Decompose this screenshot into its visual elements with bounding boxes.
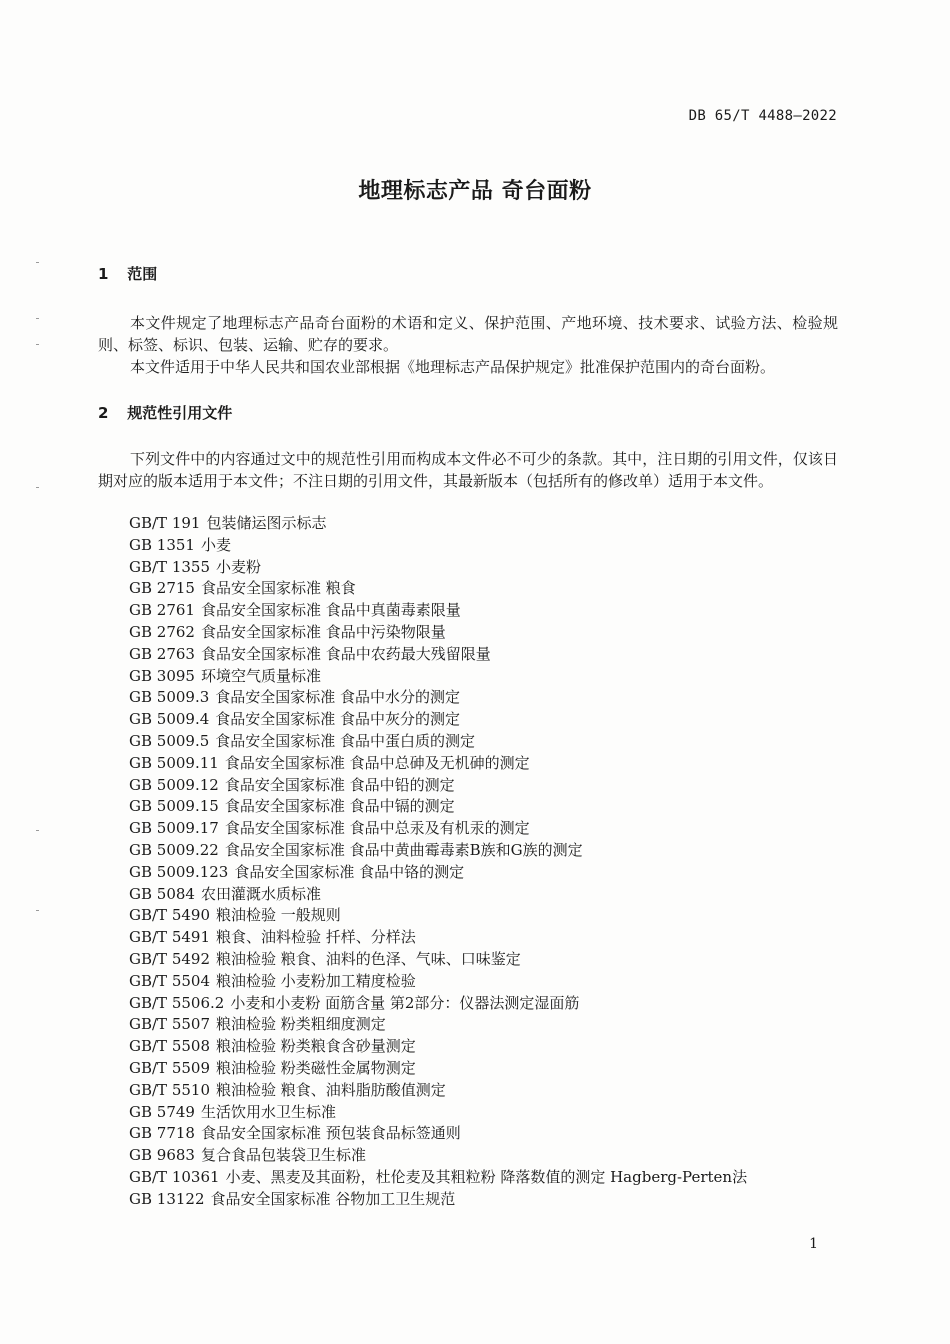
document-title: 地理标志产品 奇台面粉 [358,179,592,204]
reference-code: GB 5009.5 [129,731,210,750]
reference-name: 粮油检验 粉类粮食含砂量测定 [216,1037,416,1056]
reference-item [129,775,747,797]
reference-name: 食品安全国家标准 食品中水分的测定 [215,688,461,707]
reference-code: GB/T 5492 [129,949,211,968]
reference-code: GB 2763 [129,644,195,663]
section-number: 1 [98,265,109,283]
reference-item [129,1014,747,1036]
reference-name: 食品安全国家标准 食品中污染物限量 [200,622,446,641]
reference-item [129,535,747,557]
reference-item [129,840,747,862]
reference-name: 食品安全国家标准 预包装食品标签通则 [200,1124,461,1143]
reference-name: 食品安全国家标准 谷物加工卫生规范 [210,1189,456,1208]
scan-artifact [36,487,39,488]
reference-name: 食品安全国家标准 食品中农药最大残留限量 [200,644,491,663]
reference-code: GB 13122 [129,1189,205,1208]
reference-item [129,818,747,840]
reference-item [129,731,747,753]
reference-name: 食品安全国家标准 粮食 [200,579,356,598]
page-number: 1 [809,1236,818,1252]
section-number: 2 [98,404,109,422]
reference-name: 小麦、黑麦及其面粉，杜伦麦及其粗粒粉 降落数值的测定 Hagberg-Perten法 [225,1167,748,1186]
reference-name: 食品安全国家标准 食品中灰分的测定 [215,710,461,729]
reference-item [129,1189,747,1211]
reference-name: 生活饮用水卫生标准 [200,1102,336,1121]
reference-item [129,687,747,709]
reference-code: GB 1351 [129,535,195,554]
reference-code: GB/T 5491 [129,928,211,947]
reference-item [129,971,747,993]
reference-code: GB/T 5509 [129,1058,211,1077]
reference-name: 食品安全国家标准 食品中蛋白质的测定 [215,731,476,750]
reference-item [129,1102,747,1124]
section-title: 范围 [127,265,158,283]
reference-item [129,578,747,600]
reference-code: GB 9683 [129,1146,195,1165]
scan-artifact [36,344,39,345]
reference-name: 环境空气质量标准 [200,666,321,685]
reference-code: GB 2715 [129,579,195,598]
scan-artifact [36,262,39,263]
reference-name: 小麦 [200,535,231,554]
reference-name: 小麦粉 [216,557,262,576]
reference-name: 粮油检验 一般规则 [216,906,341,925]
reference-code: GB 5009.11 [129,753,219,772]
reference-name: 粮油检验 粉类粗细度测定 [216,1015,386,1034]
reference-item [129,1145,747,1167]
reference-code: GB/T 5490 [129,906,211,925]
reference-code: GB 5749 [129,1102,195,1121]
reference-name: 农田灌溉水质标准 [200,884,321,903]
reference-code: GB 2761 [129,601,195,620]
reference-name: 食品安全国家标准 食品中真菌毒素限量 [200,601,461,620]
reference-code: GB 5084 [129,884,195,903]
reference-name: 复合食品包装袋卫生标准 [200,1146,366,1165]
reference-code: GB 5009.17 [129,819,219,838]
reference-item [129,862,747,884]
reference-name: 粮油检验 粮食、油料的色泽、气味、口味鉴定 [216,949,521,968]
reference-name: 食品安全国家标准 食品中镉的测定 [224,797,455,816]
reference-item [129,1036,747,1058]
reference-item [129,600,747,622]
scan-artifact [36,318,39,319]
reference-name: 粮食、油料检验 扦样、分样法 [216,928,416,947]
reference-code: GB 5009.4 [129,710,210,729]
reference-item [129,884,747,906]
reference-name: 食品安全国家标准 食品中铬的测定 [234,862,465,881]
reference-item [129,1167,747,1189]
reference-item [129,993,747,1015]
references-intro-paragraph: 下列文件中的内容通过文中的规范性引用而构成本文件必不可少的条款。其中，注日期的引用文件，仅该日期对应的版本适用于本文件；不注日期的引用文件，其最新版本（包括所有的修改单）适用于本文件。 [98,450,838,490]
reference-item [129,927,747,949]
reference-item [129,753,747,775]
reference-name: 食品安全国家标准 食品中总汞及有机汞的测定 [224,819,530,838]
reference-code: GB 2762 [129,622,195,641]
reference-list [129,513,747,1211]
reference-item [129,513,747,535]
reference-name: 食品安全国家标准 食品中黄曲霉毒素B族和G族的测定 [224,840,583,859]
reference-code: GB/T 5508 [129,1037,211,1056]
section-heading-scope [98,263,157,284]
reference-item [129,905,747,927]
section-heading-normative-references [98,402,232,423]
reference-item [129,666,747,688]
reference-code: GB/T 5506.2 [129,993,225,1012]
reference-name: 小麦和小麦粉 面筋含量 第2部分：仪器法测定湿面筋 [230,993,580,1012]
reference-code: GB 5009.12 [129,775,219,794]
scope-paragraph-2: 本文件适用于中华人民共和国农业部根据《地理标志产品保护规定》批准保护范围内的奇台面粉。 [130,358,776,376]
reference-item [129,1058,747,1080]
reference-code: GB 5009.123 [129,862,229,881]
reference-name: 食品安全国家标准 食品中铅的测定 [224,775,455,794]
standard-code: DB 65/T 4488—2022 [688,108,837,124]
reference-item [129,644,747,666]
reference-name: 食品安全国家标准 食品中总砷及无机砷的测定 [224,753,530,772]
reference-code: GB/T 5510 [129,1080,211,1099]
reference-name: 粮油检验 粉类磁性金属物测定 [216,1058,416,1077]
reference-item [129,1123,747,1145]
reference-code: GB/T 5507 [129,1015,211,1034]
reference-code: GB/T 5504 [129,971,211,990]
reference-item [129,557,747,579]
reference-item [129,1080,747,1102]
scan-artifact [36,910,39,911]
reference-item [129,709,747,731]
reference-item [129,796,747,818]
reference-item [129,949,747,971]
reference-code: GB/T 10361 [129,1167,220,1186]
reference-code: GB 5009.15 [129,797,219,816]
scan-artifact [36,830,39,831]
reference-code: GB 7718 [129,1124,195,1143]
reference-name: 粮油检验 小麦粉加工精度检验 [216,971,416,990]
reference-item [129,622,747,644]
reference-code: GB 3095 [129,666,195,685]
reference-code: GB 5009.3 [129,688,210,707]
section-title: 规范性引用文件 [127,404,233,422]
reference-code: GB/T 1355 [129,557,211,576]
reference-name: 粮油检验 粮食、油料脂肪酸值测定 [216,1080,446,1099]
reference-name: 包装储运图示标志 [206,514,327,532]
reference-code: GB 5009.22 [129,840,219,859]
scope-paragraph-1: 本文件规定了地理标志产品奇台面粉的术语和定义、保护范围、产地环境、技术要求、试验方法、检验规则、标签、标识、包装、运输、贮存的要求。 [98,314,838,354]
reference-code: GB/T 191 [129,514,201,532]
